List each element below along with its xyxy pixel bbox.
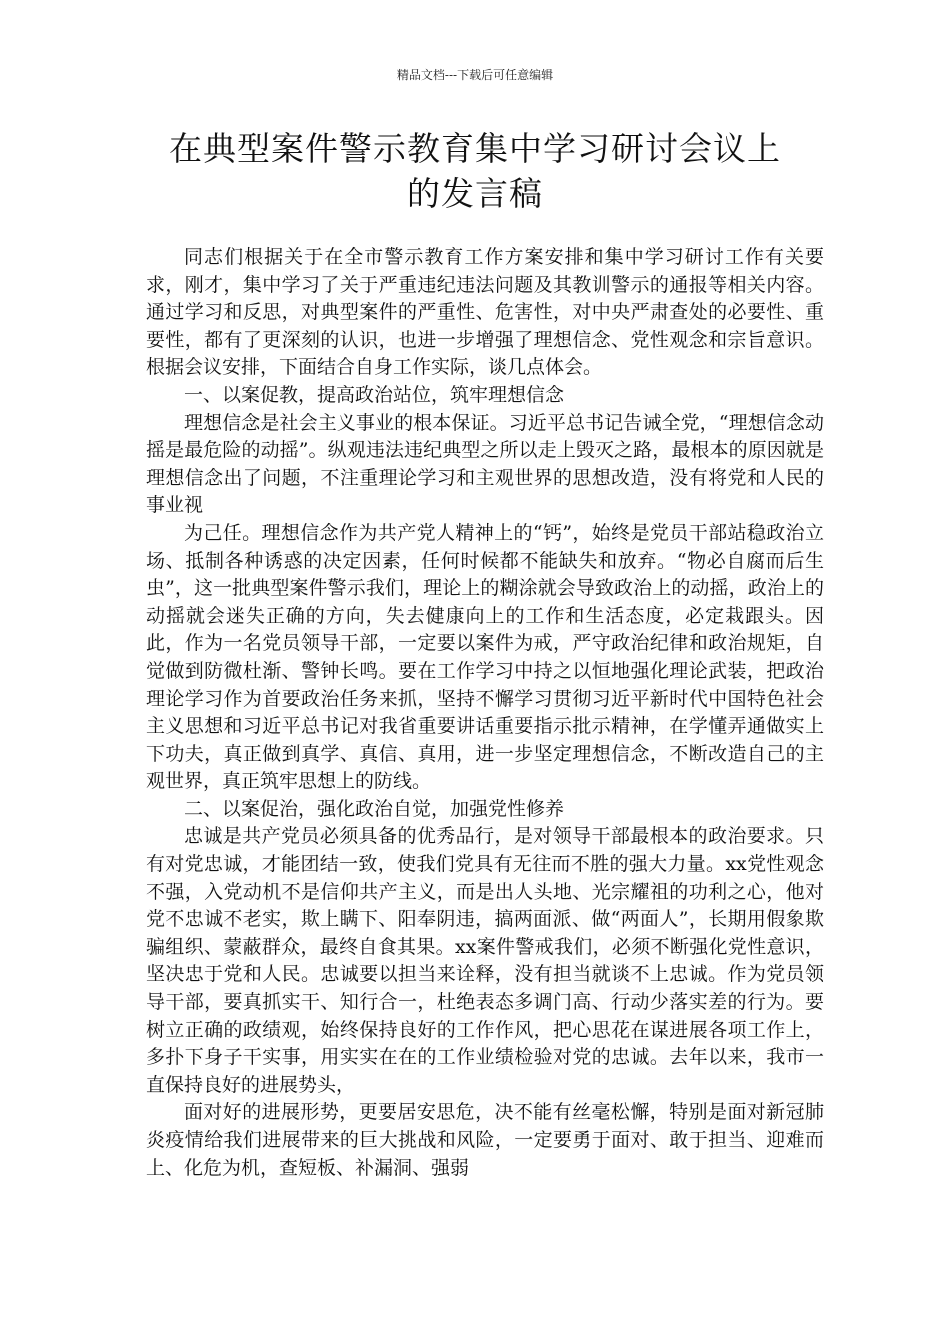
- paragraph: 面对好的进展形势，更要居安思危，决不能有丝毫松懈，特别是面对新冠肺炎疫情给我们进展带来的巨大挑战和风险，一定要勇于面对、敢于担当、迎难而上、化危为机，查短板、补漏洞、强弱: [146, 1101, 824, 1179]
- page-header: 精品文档---下载后可任意编辑: [396, 68, 554, 82]
- title-line-2: 的发言稿: [407, 174, 543, 213]
- paragraph: 为己任。理想信念作为共产党人精神上的“钙”，始终是党员干部站稳政治立场、抵制各种诱惑的决定因素，任何时候都不能缺失和放弃。“物必自腐而后生虫”，这一批典型案件警示我们，理论上的糊涂就会导致政治上的动摇，政治上的动摇就会迷失正确的方向，失去健康向上的工作和生活态度，必定栽跟头。因此，作为一名党员领导干部，一定要以案件为戒，严守政治纪律和政治规矩，自觉做到防微杜渐、警钟长鸣。要在工作学习中持之以恒地强化理论武装，把政治理论学习作为首要政治任务来抓，坚持不懈学习贯彻习近平新时代中国特色社会主义思想和习近平总书记对我省重要讲话重要指示批示精神，在学懂弄通做实上下功夫，真正做到真学、真信、真用，进一步坚定理想信念，不断改造自己的主观世界，真正筑牢思想上的防线。: [146, 521, 824, 793]
- paragraph-intro: 同志们根据关于在全市警示教育工作方案安排和集中学习研讨工作有关要求，刚才，集中学习了关于严重违纪违法问题及其教训警示的通报等相关内容。通过学习和反思，对典型案件的严重性、危害性，对中央严肃查处的必要性、重要性，都有了更深刻的认识，也进一步增强了理想信念、党性观念和宗旨意识。根据会议安排，下面结合自身工作实际，谈几点体会。: [146, 246, 824, 379]
- title-line-1: 在典型案件警示教育集中学习研讨会议上: [169, 129, 781, 168]
- document-title: [130, 126, 820, 216]
- paragraph: 理想信念是社会主义事业的根本保证。习近平总书记告诫全党，“理想信念动摇是最危险的动摇”。纵观违法违纪典型之所以走上毁灭之路，最根本的原因就是理想信念出了问题，不注重理论学习和主观世界的思想改造，没有将党和人民的事业视: [146, 411, 824, 517]
- document-body: [146, 244, 824, 1182]
- paragraph: 忠诚是共产党员必须具备的优秀品行，是对领导干部最根本的政治要求。只有对党忠诚，才能团结一致，使我们党具有无往而不胜的强大力量。xx党性观念不强，入党动机不是信仰共产主义，而是出人头地、光宗耀祖的功利之心，他对党不忠诚不老实，欺上瞒下、阳奉阴违，搞两面派、做“两面人”，长期用假象欺骗组织、蒙蔽群众，最终自食其果。xx案件警戒我们，必须不断强化党性意识，坚决忠于党和人民。忠诚要以担当来诠释，没有担当就谈不上忠诚。作为党员领导干部，要真抓实干、知行合一，杜绝表态多调门高、行动少落实差的行为。要树立正确的政绩观，始终保持良好的工作作风，把心思花在谋进展各项工作上，多扑下身子干实事，用实实在在的工作业绩检验对党的忠诚。去年以来，我市一直保持良好的进展势头，: [146, 825, 824, 1096]
- section-heading-2: 二、以案促治，强化政治自觉，加强党性修养: [184, 797, 565, 820]
- section-heading-1: 一、以案促教，提高政治站位，筑牢理想信念: [184, 383, 565, 406]
